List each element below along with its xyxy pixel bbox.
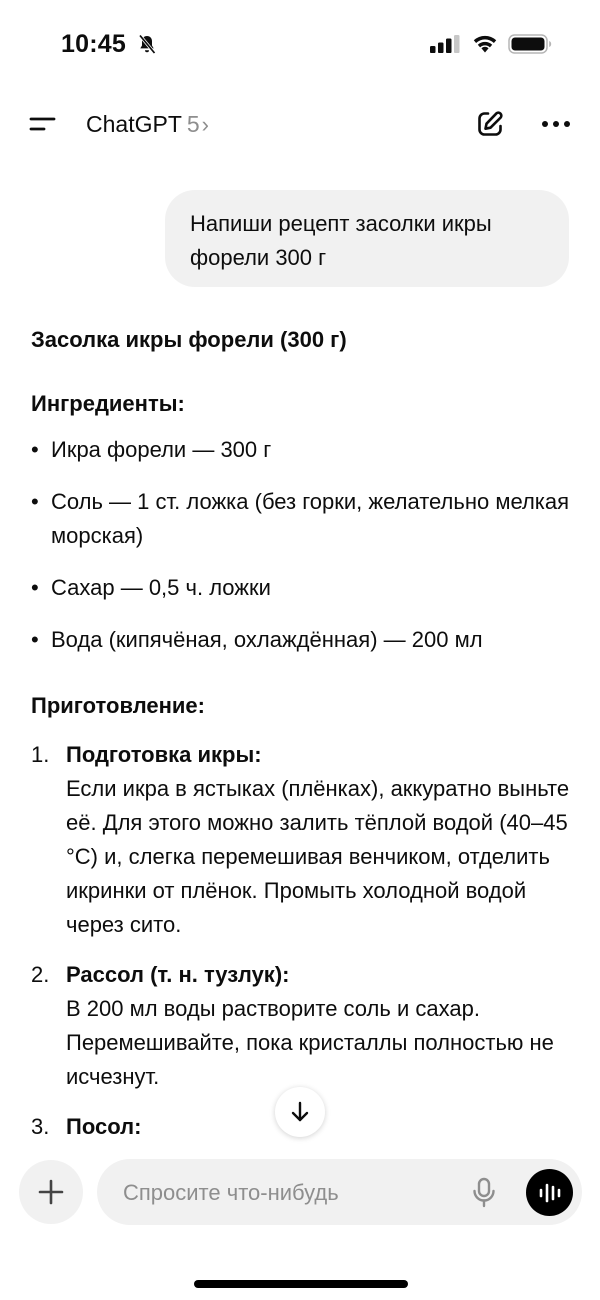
voice-mode-icon <box>538 1182 562 1204</box>
status-time: 10:45 <box>61 30 126 58</box>
step-item <box>31 958 576 1094</box>
ingredient-item: • Икра форели — 300 г <box>31 433 576 467</box>
microphone-icon[interactable] <box>470 1177 498 1209</box>
step-item <box>31 738 576 942</box>
menu-icon[interactable] <box>28 113 58 135</box>
home-indicator[interactable] <box>194 1280 408 1288</box>
voice-mode-button[interactable] <box>526 1169 573 1216</box>
recipe-title: Засолка икры форели (300 г) <box>31 327 347 352</box>
silent-bell-icon <box>136 33 158 55</box>
model-selector[interactable] <box>86 111 209 138</box>
new-chat-edit-icon[interactable] <box>475 109 505 139</box>
step-number: 3. <box>31 1114 50 1139</box>
ingredient-item: • Сахар — 0,5 ч. ложки <box>31 571 576 605</box>
cellular-signal-icon <box>430 35 462 53</box>
user-message-bubble: Напиши рецепт засолки икры форели 300 г <box>165 190 569 287</box>
status-bar <box>0 0 600 90</box>
model-name: ChatGPT <box>86 111 182 137</box>
add-attachment-button[interactable] <box>19 1160 83 1224</box>
more-options-icon[interactable] <box>540 114 572 134</box>
scroll-to-bottom-button[interactable] <box>275 1087 325 1137</box>
nav-bar <box>0 100 600 148</box>
step-title: Рассол (т. н. тузлук): <box>66 962 290 987</box>
chevron-right-icon: › <box>201 112 209 137</box>
message-input[interactable] <box>121 1177 455 1209</box>
step-number: 1. <box>31 742 50 767</box>
step-title: Подготовка икры: <box>66 742 262 767</box>
ingredient-item: • Соль — 1 ст. ложка (без горки, желательно мелкая морская) <box>31 485 576 553</box>
composer <box>0 1158 600 1228</box>
ingredient-item: • Вода (кипячёная, охлаждённая) — 200 мл <box>31 623 576 657</box>
model-version: 5 <box>186 111 200 137</box>
arrow-down-icon <box>289 1100 311 1124</box>
preparation-heading: Приготовление: <box>31 693 205 718</box>
step-text: В 200 мл воды растворите соль и сахар. Перемешивайте, пока кристаллы полностью не исчезнут. <box>66 996 554 1089</box>
plus-icon <box>38 1179 64 1205</box>
step-text: Если икра в ястыках (плёнках), аккуратно выньте её. Для этого можно залить тёплой водой (40–45 °C) и, слегка перемешивая венчиком, отделить икринки от плёнок. Промыть холодной водой через сито. <box>66 776 570 937</box>
step-number: 2. <box>31 962 50 987</box>
wifi-icon <box>472 33 498 53</box>
message-input-container <box>97 1159 582 1225</box>
ingredients-heading: Ингредиенты: <box>31 391 185 416</box>
step-title: Посол: <box>66 1114 142 1139</box>
ingredients-list <box>31 433 576 675</box>
battery-icon <box>508 34 552 54</box>
